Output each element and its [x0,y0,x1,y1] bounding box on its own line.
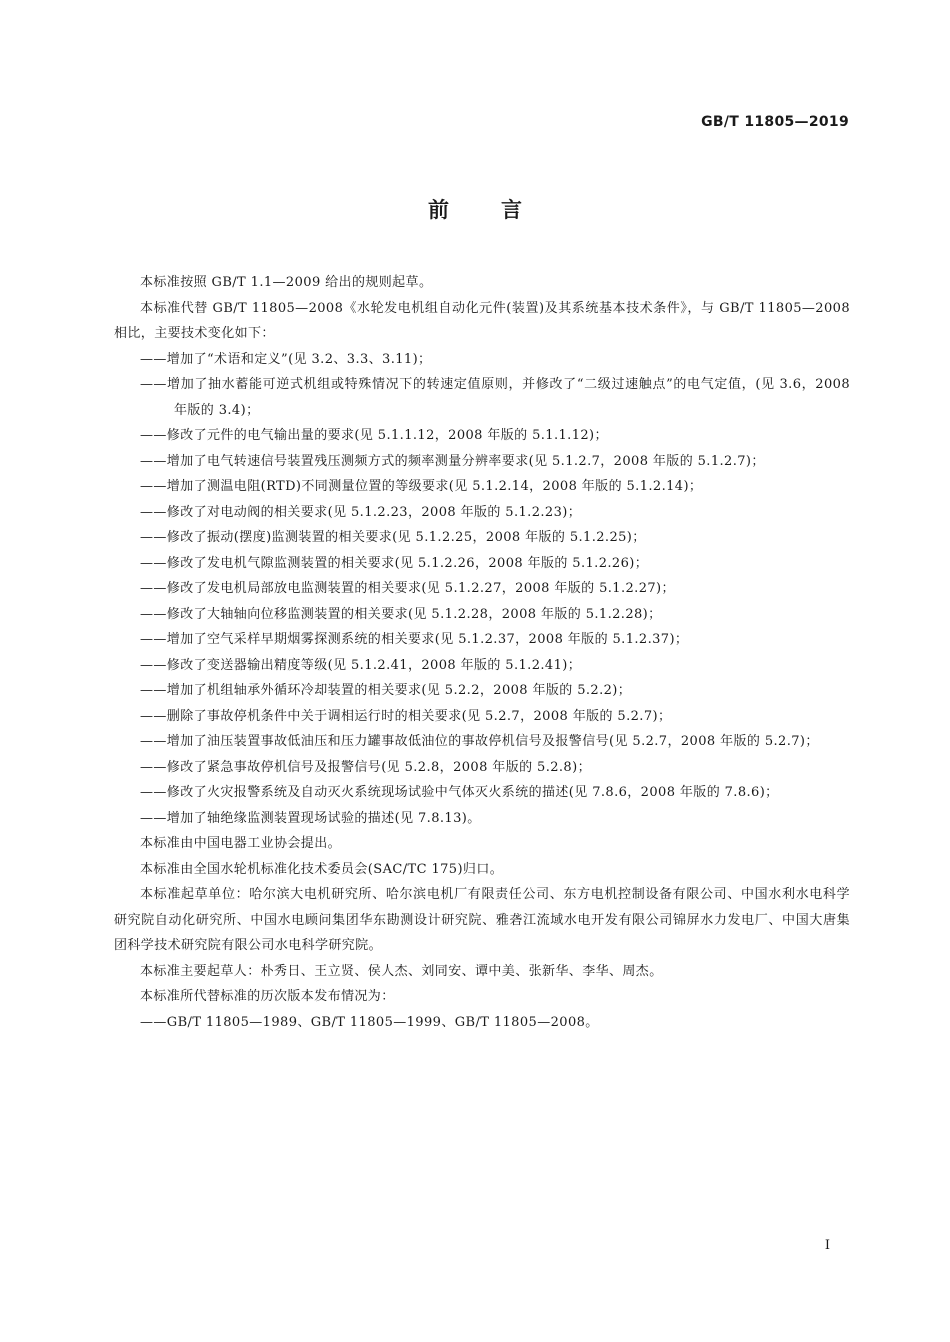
list-item: ——增加了测温电阻(RTD)不同测量位置的等级要求(见 5.1.2.14，2008 年版的 5.1.2.14)； [140,479,703,494]
change-list [114,347,850,832]
proposer-paragraph: 本标准由中国电器工业协会提出。 [140,836,342,851]
document-body [114,270,850,1035]
list-item: ——修改了变送器输出精度等级(见 5.1.2.41，2008 年版的 5.1.2.41)； [140,657,582,673]
list-item: ——修改了紧急事故停机信号及报警信号(见 5.2.8，2008 年版的 5.2.8)； [140,759,591,775]
list-item: ——增加了空气采样早期烟雾探测系统的相关要求(见 5.1.2.37，2008 年版的 5.1.2.37)； [140,632,689,647]
intro-paragraph: 本标准按照 GB/T 1.1—2009 给出的规则起草。 [140,275,433,290]
page-title: 前言 [428,198,574,222]
list-item: ——修改了振动(摆度)监测装置的相关要求(见 5.1.2.25，2008 年版的 5.1.2.25)； [140,530,646,545]
drafting-units-paragraph: 本标准起草单位：哈尔滨大电机研究所、哈尔滨电机厂有限责任公司、东方电机控制设备有限公司、中国水利水电科学研究院自动化研究所、中国水电顾问集团华东勘测设计研究院、雅砻江流域水电开发有限公司锦屏水力发电厂、中国大唐集团科学技术研究院有限公司水电科学研究院。 [114,887,850,953]
list-item: ——修改了对电动阀的相关要求(见 5.1.2.23，2008 年版的 5.1.2.23)； [140,504,582,520]
intro-paragraph: 本标准代替 GB/T 11805—2008《水轮发电机组自动化元件(装置)及其系统基本技术条件》，与 GB/T 11805—2008 相比，主要技术变化如下： [114,300,850,341]
list-item: ——删除了事故停机条件中关于调相运行时的相关要求(见 5.2.7，2008 年版的 5.2.7)； [140,708,672,724]
list-item: ——增加了油压装置事故低油压和压力罐事故低油位的事故停机信号及报警信号(见 5.2.7，2008 年版的 5.2.7)； [140,734,819,749]
list-item: ——增加了“术语和定义”(见 3.2、3.3、3.11)； [140,351,432,367]
history-intro-paragraph: 本标准所代替标准的历次版本发布情况为： [140,989,395,1004]
list-item: ——增加了轴绝缘监测装置现场试验的描述(见 7.8.13)。 [140,810,481,826]
committee-paragraph: 本标准由全国水轮机标准化技术委员会(SAC/TC 175)归口。 [140,861,504,877]
drafters-paragraph: 本标准主要起草人：朴秀日、王立贤、侯人杰、刘同安、谭中美、张新华、李华、周杰。 [140,963,663,979]
list-item: ——增加了电气转速信号装置残压测频方式的频率测量分辨率要求(见 5.1.2.7，2008 年版的 5.1.2.7)； [140,453,765,469]
list-item: ——修改了发电机局部放电监测装置的相关要求(见 5.1.2.27，2008 年版的 5.1.2.27)； [140,581,675,596]
page-number: I [824,1238,830,1253]
list-item: ——增加了机组轴承外循环冷却装置的相关要求(见 5.2.2，2008 年版的 5.2.2)； [140,683,632,698]
standard-code: GB/T 11805—2019 [701,114,849,130]
list-item: ——修改了元件的电气输出量的要求(见 5.1.1.12，2008 年版的 5.1.1.12)； [140,428,608,443]
list-item: ——增加了抽水蓄能可逆式机组或特殊情况下的转速定值原则，并修改了“二级过速触点”的电气定值，(见 3.6，2008 年版的 3.4)； [140,377,850,418]
list-item: ——修改了火灾报警系统及自动灭火系统现场试验中气体灭火系统的描述(见 7.8.6，2008 年版的 7.8.6)； [140,785,779,800]
history-item: ——GB/T 11805—1989、GB/T 11805—1999、GB/T 11805—2008。 [140,1014,599,1030]
list-item: ——修改了发电机气隙监测装置的相关要求(见 5.1.2.26，2008 年版的 5.1.2.26)； [140,555,649,571]
list-item: ——修改了大轴轴向位移监测装置的相关要求(见 5.1.2.28，2008 年版的 5.1.2.28)； [140,606,662,622]
